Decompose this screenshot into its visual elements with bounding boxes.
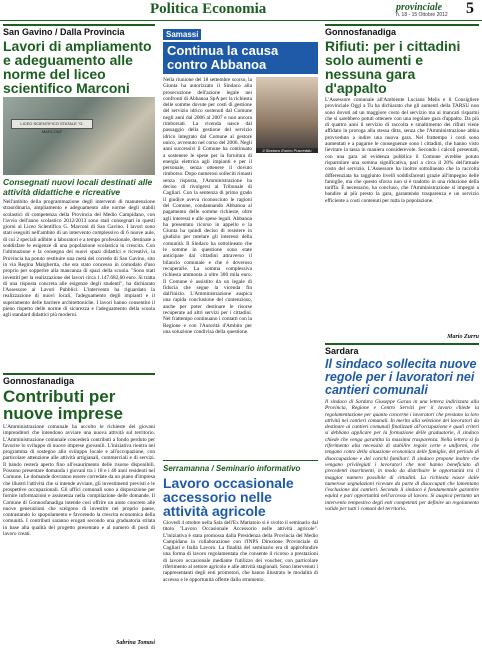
- masthead-logo: provinciale: [396, 2, 443, 13]
- column-right: [325, 24, 479, 652]
- article-author: Sabrina Tomasi: [116, 640, 155, 646]
- article-author: Mario Zurru: [447, 334, 479, 340]
- school-photo: [3, 97, 155, 175]
- page-header: [0, 0, 482, 21]
- mayor-portrait: [256, 77, 318, 153]
- article-body: Nell'ambito della programmazione degli interventi di manutenzione straordinaria, ampliamento e adeguamento alle norme degli stabili scolastici di competenza della Provincia del Medio Campidano, con l'avvio dell'anno scolastico 2012/2013 sono stati consegnati in questi giorni al Liceo Scientifico G. Marconi di San Gavino. I lavori sono stati eseguiti nell'ambito di un intervento complessivo di 6 nuove aule, di cui 2 speciali adibite a laboratori e a tempo professionale, destinate a soddisfare le esigenze di una popolazione scolastica in crescita. Con l'ultimazione e la consegna dei nuovi spazi didattici e ricreativi, la Provincia ha potuto restituire una metà del corredo di San Gavino, sito in via Regina Margherita, che era stato concesso in comodato d'uso proprio per sopperire alla mancanza di spazi della scuola. "Sono stati investiti per la realizzazione dei lavori circa 1.147.682,60 euro. Si tratta di una risposta concreta alle esigenze degli studenti", ha dichiarato l'Assessore ai Lavori Pubblici. L'intervento ha riguardato la realizzazione di nuovi locali, l'adeguamento degli impianti e il superamento delle barriere architettoniche. I lavori hanno consentito il pieno rispetto delle norme di sicurezza e l'adeguamento della scuola agli standard didattici più moderni.: [3, 199, 155, 319]
- article-kicker-2: Gonnosfanadiga: [3, 373, 155, 386]
- issue-date: n. 18 - 15 Ottobre 2012: [396, 12, 448, 18]
- article-kicker-2: Serramanna / Seminario informativo: [163, 464, 301, 473]
- article-headline-2: Contributi per nuove imprese: [3, 387, 123, 423]
- article-body-2: Giovedì 4 ottobre nella Sala dell'Ex Mattatoio si è svolto il seminario dal titolo "Lavoro Occasionale Accessorio nelle attività agricole". L'iniziativa è stata promossa dalla Presidenza della Provincia del Medio Campidano in collaborazione con l'INPS Direzione Provinciale di Cagliari e Italia Lavoro. La finalità del seminario era di approfondire una forma di lavoro regolamentata che consente il ricorso a prestazioni di lavoro occasionale mediante l'utilizzo dei voucher, con particolare riferimento al settore agricolo e alle attività stagionali. Sono intervenuti i rappresentanti degli enti promotori, che hanno illustrato le modalità di accesso e le opportunità offerte dallo strumento.: [163, 520, 318, 583]
- article-body-2: L'Amministrazione comunale ha accolto le richieste dei giovani imprenditori che intendono avviare una nuova attività sul territorio. L'Amministrazione comunale concederà contributi a fondo perduto per favorire lo sviluppo di nuove imprese giovanili. L'iniziativa rientra nel programma di sostegno allo sviluppo locale e all'occupazione, con particolare attenzione alle attività artigianali, commerciali e di servizi. Il bando resterà aperto fino all'esaurimento delle risorse disponibili. Possono presentare domanda i giovani tra i 18 e i 40 anni residenti nel Comune. Le domande dovranno essere corredate da un piano d'impresa che illustri l'attività che si intende avviare, gli investimenti previsti e le prospettive occupazionali. Gli uffici comunali sono a disposizione per fornire informazioni e assistenza nella compilazione delle domande. Il Comune di Gonnosfanadiga intende così offrire un aiuto concreto alle nuove generazioni che scelgono di investire nel proprio paese, contrastando lo spopolamento e favorendo la crescita economica della comunità. I contributi saranno erogati secondo una graduatoria stilata in base alla qualità del progetto presentato e al numero di posti di lavoro creati.: [3, 424, 155, 538]
- article-subhead: Consegnati nuovi locali destinati alle attività didattiche e ricreative: [3, 177, 153, 197]
- column-center: [163, 24, 318, 652]
- article-headline: Lavori di ampliamento e adeguamento alle norme del liceo scientifico Marconi: [3, 38, 152, 96]
- column-left: [3, 24, 155, 652]
- article-body-2: Il sindaco di Sardara Giuseppe Garau in una lettera indirizzata alla Provincia, Regione e Centro Servizi per il lavoro chiede la regolamentazione per quanto concerne i lavoratori che prestano la loro attività nei cantieri comunali. In merito alla selezione dei lavoratori da destinare ai cantieri comunali finalizzati all'occupazione e quali criteri si debbano applicare per la formazione delle graduatorie, il sindaco chiede che venga garantita la massima trasparenza. Nella lettera si fa riferimento alla necessità di stabilire regole certe e uniformi, che tengano conto della situazione economica delle famiglie, del periodo di disoccupazione e dei carichi familiari. Il sindaco propone inoltre che vengano privilegiati i lavoratori che non hanno beneficiato di precedenti inserimenti, in modo da distribuire le opportunità tra il maggior numero possibile di cittadini. La richiesta nasce dalle numerose segnalazioni ricevute da parte di disoccupati che lamentano l'esclusione dai cantieri. Secondo il sindaco è fondamentale garantire equità e pari opportunità nell'accesso al lavoro. Si auspica pertanto un intervento tempestivo degli enti competenti per definire un regolamento valido per tutti i comuni del territorio.: [325, 399, 479, 513]
- school-sign: LICEO SCIENTIFICO STATALE "G. MARCONI": [11, 119, 93, 129]
- article-kicker: Samassi: [163, 29, 201, 40]
- article-headline-2: Il sindaco sollecita nuove regole per i lavoratori nei cantieri comunali: [325, 357, 477, 397]
- divider: [163, 460, 318, 461]
- article-body: L'Assessore comunale all'Ambiente Luciana Melis e il Consigliere provinciale Oggi a Tu ha dichiarato che gli aumenti della TARSU non sono dovuti ad un maggiore costo del servizio ma ai mancati risparmi che si sarebbero potuti ottenere con una regolare gara d'appalto. Da più di quattro anni il servizio di raccolta e smaltimento dei rifiuti viene affidato in proroga alla stessa ditta, senza che l'Amministrazione abbia provveduto a indire una nuova gara. Nel frattempo i costi sono aumentati e a pagarne le conseguenze sono i cittadini, che hanno visto lievitare la tassa in maniera considerevole. Secondo i calcoli presentati, con una gara ad evidenza pubblica il Comune avrebbe potuto risparmiare una somma significativa, pari a circa il 20% dell'attuale costo del servizio. L'Assessore ha inoltre sottolineato che la raccolta differenziata ha raggiunto livelli soddisfacenti grazie all'impegno delle famiglie, ma che questo sforzo non si è tradotto in una riduzione della tariffa. È necessario, ha concluso, che l'Amministrazione si impegni a bandire al più presto la gara, garantendo trasparenza e un servizio efficiente a costi contenuti per tutta la popolazione.: [325, 97, 479, 204]
- article-kicker: Gonnosfanadiga: [325, 24, 479, 37]
- page-number: 5: [466, 0, 474, 17]
- article-headline: Continua la causa contro Abbanoa: [163, 42, 318, 74]
- article-kicker-2: Sardara: [325, 343, 479, 356]
- portrait-caption: Il Sindaco Enrico Pusceddu: [256, 148, 318, 153]
- article-kicker: San Gavino / Dalla Provincia: [3, 24, 155, 37]
- article-headline-2: Lavoro occasionale accessorio nelle attività agricole: [163, 475, 294, 519]
- article-headline: Rifiuti: per i cittadini solo aumenti e nessuna gara d'appalto: [325, 38, 461, 96]
- article-content: [163, 77, 318, 457]
- article-body: Nella riunione del 18 settembre scorso, la Giunta ha autorizzato il Sindaco alla prosecuzione dell'azione legale nei confronti di Abbanoa SpA per la richiesta delle somme dovute per costi di gestione del servizio idrico sostenuti dal Comune negli anni dal 2006 al 2007 e non ancora rimborsati. La vicenda nasce dal passaggio della gestione del servizio idrico integrato dal Comune al gestore unico, avvenuto nel corso del 2006. Negli anni successivi il Comune ha continuato a sostenere le spese per la fornitura di energia elettrica agli impianti e per il personale, senza ottenere il dovuto rimborso. Dopo numerosi solleciti rimasti senza risposta, l'Amministrazione ha deciso di rivolgersi al Tribunale di Cagliari. Con la sentenza di primo grado il giudice aveva riconosciuto le ragioni del Comune, condannando Abbanoa al pagamento delle somme richieste, oltre agli interessi e alle spese legali. Abbanoa ha presentato ricorso in appello e la Giunta ha quindi deciso di resistere in giudizio per tutelare gli interessi della comunità. Il Sindaco ha sottolineato che le somme in questione sono state anticipate dai cittadini attraverso il bilancio comunale e che è doveroso recuperarle. La somma complessiva richiesta ammonta a oltre 300 mila euro. Il Comune è assistito da un legale di fiducia che segue la vicenda fin dall'inizio. L'Amministrazione auspica una rapida conclusione del contenzioso, anche per poter destinare le risorse recuperate ad altri servizi per i cittadini. Nel frattempo continuano i contatti con la Regione e con l'Autorità d'Ambito per una soluzione condivisa della questione.: [163, 77, 252, 335]
- section-title: Politica Economia: [150, 1, 267, 17]
